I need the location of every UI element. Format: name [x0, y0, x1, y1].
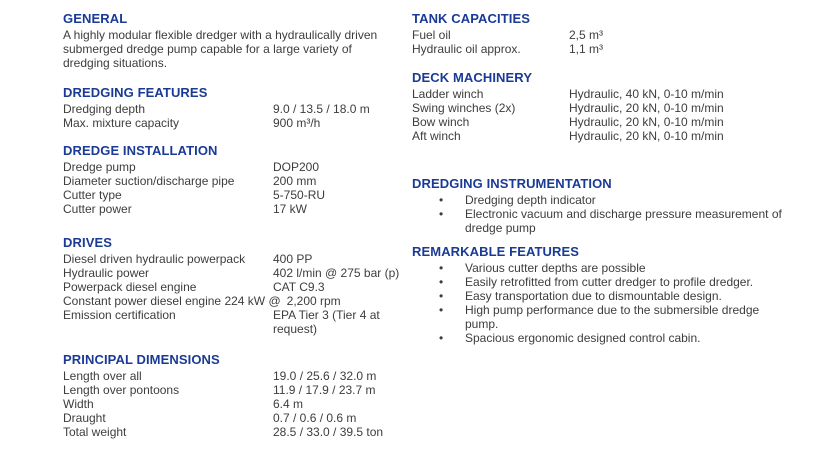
spec-label: Draught	[63, 411, 106, 425]
bullet-item	[412, 261, 787, 275]
section-drives	[63, 236, 411, 336]
bullet-text: High pump performance due to the submersible dredge pump.	[465, 303, 760, 331]
section-dredge-installation	[63, 144, 411, 216]
section-tank-capacities	[412, 12, 822, 56]
general-description-line: dredging situations.	[63, 56, 168, 70]
section-heading-tank-capacities: TANK CAPACITIES	[412, 11, 531, 26]
spec-value: 400 PP	[273, 252, 313, 266]
spec-row	[63, 308, 411, 336]
section-dredging-features	[63, 86, 411, 130]
spec-label: Aft winch	[412, 129, 461, 143]
spec-row	[63, 202, 411, 216]
section-general	[63, 12, 411, 70]
section-heading-deck-machinery: DECK MACHINERY	[412, 70, 533, 85]
spec-value: Hydraulic, 20 kN, 0-10 m/min	[569, 115, 724, 129]
spec-row	[63, 188, 411, 202]
spec-label: Fuel oil	[412, 28, 451, 42]
spec-label: Swing winches (2x)	[412, 101, 516, 115]
spec-value: 900 m³/h	[273, 116, 321, 130]
spec-row	[412, 101, 822, 115]
spec-value: 2,5 m³	[569, 28, 604, 42]
spec-label: Bow winch	[412, 115, 470, 129]
spec-value: 11.9 / 17.9 / 23.7 m	[273, 383, 376, 397]
bullet-dot-icon: •	[439, 207, 444, 221]
spec-row	[63, 383, 411, 397]
spec-value: 200 mm	[273, 174, 317, 188]
spec-value: 2,200 rpm	[286, 294, 341, 308]
bullet-text: Electronic vacuum and discharge pressure measurement of dredge pump	[465, 207, 782, 235]
spec-value: Hydraulic, 40 kN, 0-10 m/min	[569, 87, 724, 101]
bullet-item	[412, 331, 787, 345]
spec-row	[63, 425, 411, 439]
spec-label: Cutter power	[63, 202, 132, 216]
bullet-item	[412, 289, 787, 303]
bullet-dot-icon: •	[439, 261, 444, 275]
bullet-list	[412, 261, 822, 345]
bullet-dot-icon: •	[439, 275, 444, 289]
spec-row	[63, 102, 411, 116]
section-remarkable-features	[412, 245, 822, 345]
spec-label: Length over pontoons	[63, 383, 180, 397]
general-description-line: submerged dredge pump capable for a large variety of	[63, 42, 352, 56]
spec-row	[63, 116, 411, 130]
section-deck-machinery	[412, 71, 822, 143]
spec-row	[63, 174, 411, 188]
spec-label: Width	[63, 397, 94, 411]
spec-row	[63, 411, 411, 425]
spec-value: 17 kW	[273, 202, 308, 216]
bullet-item	[412, 303, 787, 331]
section-principal-dimensions	[63, 353, 411, 439]
bullet-dot-icon: •	[439, 289, 444, 303]
spec-row	[63, 280, 411, 294]
spec-row	[412, 115, 822, 129]
spec-label: Emission certification	[63, 308, 176, 322]
spec-row	[412, 129, 822, 143]
spec-row	[63, 266, 411, 280]
section-heading-general: GENERAL	[63, 11, 128, 26]
bullet-text: Easily retrofitted from cutter dredger to profile dredger.	[465, 275, 754, 289]
spec-value: EPA Tier 3 (Tier 4 at request)	[273, 308, 380, 336]
spec-label: Powerpack diesel engine	[63, 280, 197, 294]
general-description-line: A highly modular flexible dredger with a hydraulically driven	[63, 28, 378, 42]
spec-label: Total weight	[63, 425, 127, 439]
bullet-text: Various cutter depths are possible	[465, 261, 646, 275]
spec-row	[412, 42, 822, 56]
section-heading-dredge-installation: DREDGE INSTALLATION	[63, 143, 218, 158]
spec-row	[63, 369, 411, 383]
spec-row	[63, 397, 411, 411]
spec-label: Cutter type	[63, 188, 122, 202]
section-dredging-instrumentation	[412, 177, 822, 235]
spec-value: 402 l/min @ 275 bar (p)	[273, 266, 400, 280]
spec-label: Length over all	[63, 369, 142, 383]
bullet-text: Dredging depth indicator	[465, 193, 596, 207]
spec-label: Hydraulic oil approx.	[412, 42, 521, 56]
bullet-item	[412, 207, 787, 235]
left-column	[63, 12, 411, 439]
spec-value: 9.0 / 13.5 / 18.0 m	[273, 102, 370, 116]
spec-label: Ladder winch	[412, 87, 484, 101]
spec-row	[412, 28, 822, 42]
bullet-dot-icon: •	[439, 331, 444, 345]
section-heading-dredging-instrumentation: DREDGING INSTRUMENTATION	[412, 176, 612, 191]
bullet-list	[412, 193, 822, 235]
right-column	[412, 12, 822, 345]
section-heading-remarkable-features: REMARKABLE FEATURES	[412, 244, 580, 259]
spec-value: DOP200	[273, 160, 320, 174]
spec-row	[63, 294, 411, 308]
spec-value: 1,1 m³	[569, 42, 604, 56]
bullet-text: Spacious ergonomic designed control cabin.	[465, 331, 701, 345]
spec-label: Dredging depth	[63, 102, 146, 116]
spec-value: 0.7 / 0.6 / 0.6 m	[273, 411, 357, 425]
spec-label: Diesel driven hydraulic powerpack	[63, 252, 246, 266]
spec-value: 5-750-RU	[273, 188, 326, 202]
spec-value: Hydraulic, 20 kN, 0-10 m/min	[569, 129, 724, 143]
spec-value: CAT C9.3	[273, 280, 325, 294]
section-heading-principal-dimensions: PRINCIPAL DIMENSIONS	[63, 352, 220, 367]
spec-label: Hydraulic power	[63, 266, 150, 280]
spec-row	[63, 252, 411, 266]
bullet-dot-icon: •	[439, 193, 444, 207]
spec-value: 19.0 / 25.6 / 32.0 m	[273, 369, 377, 383]
section-heading-dredging-features: DREDGING FEATURES	[63, 85, 208, 100]
spec-value: 6.4 m	[273, 397, 304, 411]
spec-value: 28.5 / 33.0 / 39.5 ton	[273, 425, 384, 439]
spec-row	[63, 160, 411, 174]
spec-label: Dredge pump	[63, 160, 136, 174]
bullet-item	[412, 193, 787, 207]
bullet-dot-icon: •	[439, 303, 444, 317]
spec-row	[412, 87, 822, 101]
bullet-text: Easy transportation due to dismountable design.	[465, 289, 722, 303]
spec-value: Hydraulic, 20 kN, 0-10 m/min	[569, 101, 724, 115]
section-heading-drives: DRIVES	[63, 235, 113, 250]
general-description	[63, 28, 411, 70]
bullet-item	[412, 275, 787, 289]
spec-label: Max. mixture capacity	[63, 116, 180, 130]
spec-label: Diameter suction/discharge pipe	[63, 174, 235, 188]
spec-label: Constant power diesel engine 224 kW @	[63, 294, 281, 308]
